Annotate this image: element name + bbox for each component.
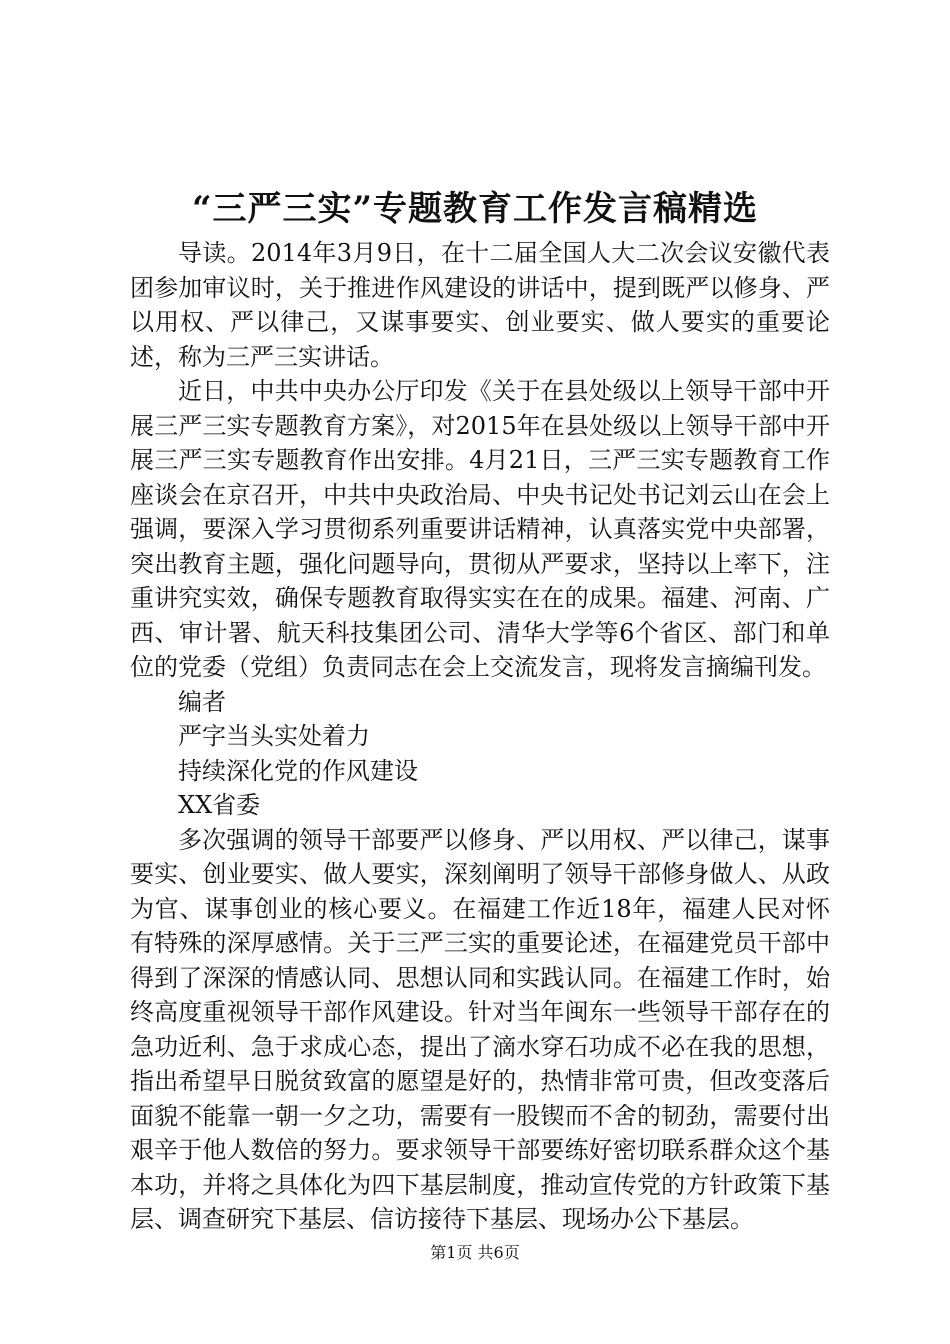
paragraph-speech: 多次强调的领导干部要严以修身、严以用权、严以律己，谋事要实、创业要实、做人要实，深刻阐明了领导干部修身做人、从政为官、谋事创业的核心要义。在福建工作近18年，福建人民对怀有特殊的深厚感情。关于三严三实的重要论述，在福建党员干部中得到了深深的情感认同、思想认同和实践认同。在福建工作时，始终高度重视领导干部作风建设。针对当年闽东一些领导干部存在的急功近利、急于求成心态，提出了滴水穿石功成不必在我的思想，指出希望早日脱贫致富的愿望是好的，热情非常可贵，但改变落后面貌不能靠一朝一夕之功，需要有一股锲而不舍的韧劲，需要付出艰辛于他人数倍的努力。要求领导干部要练好密切联系群众这个基本功，并将之具体化为四下基层制度，推动宣传党的方针政策下基层、调查研究下基层、信访接待下基层、现场办公下基层。 [130,825,830,1233]
document-title: “三严三实”专题教育工作发言稿精选 [191,189,759,229]
page-number: 第1页 共6页 [430,1243,520,1262]
document-body [130,236,830,1237]
paragraph-subtitle-1: 严字当头实处着力 [178,722,370,750]
paragraph-intro: 导读。2014年3月9日，在十二届全国人大二次会议安徽代表团参加审议时，关于推进作风建设的讲话中，提到既严以修身、严以用权、严以律己，又谋事要实、创业要实、做人要实的重要论述，称为三严三实讲话。 [130,239,830,371]
paragraph-author: XX省委 [178,791,261,819]
paragraph-news: 近日，中共中央办公厅印发《关于在县处级以上领导干部中开展三严三实专题教育方案》，对2015年在县处级以上领导干部中开展三严三实专题教育作出安排。4月21日，三严三实专题教育工作座谈会在京召开，中共中央政治局、中央书记处书记刘云山在会上强调，要深入学习贯彻系列重要讲话精神，认真落实党中央部署，突出教育主题，强化问题导向，贯彻从严要求，坚持以上率下，注重讲究实效，确保专题教育取得实实在在的成果。福建、河南、广西、审计署、航天科技集团公司、清华大学等6个省区、部门和单位的党委（党组）负责同志在会上交流发言，现将发言摘编刊发。 [130,377,830,681]
paragraph-subtitle-2: 持续深化党的作风建设 [178,756,418,785]
paragraph-editor: 编者 [178,687,226,716]
